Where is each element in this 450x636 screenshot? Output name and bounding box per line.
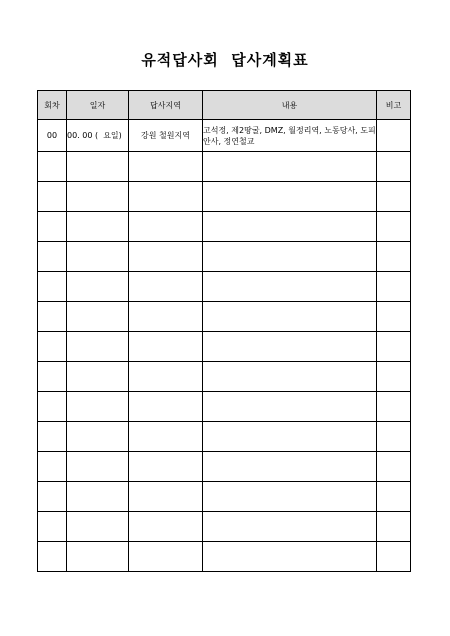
cell-date	[67, 302, 129, 332]
cell-content	[203, 542, 377, 572]
cell-date	[67, 482, 129, 512]
cell-round	[38, 542, 67, 572]
cell-date	[67, 272, 129, 302]
cell-round	[38, 362, 67, 392]
cell-note	[377, 362, 411, 392]
table-row-empty	[38, 362, 411, 392]
table-row-empty	[38, 272, 411, 302]
cell-area	[129, 332, 203, 362]
cell-note	[377, 302, 411, 332]
cell-round	[38, 392, 67, 422]
column-header-date: 일자	[67, 91, 129, 120]
cell-round	[38, 242, 67, 272]
cell-content	[203, 512, 377, 542]
table-row-empty	[38, 212, 411, 242]
cell-content	[203, 482, 377, 512]
field-trip-plan-table	[37, 90, 411, 572]
column-header-area: 답사지역	[129, 91, 203, 120]
cell-date	[67, 422, 129, 452]
cell-note	[377, 392, 411, 422]
document-title: 유적답사회 답사계획표	[141, 51, 309, 69]
cell-round: 00	[38, 120, 67, 152]
cell-content	[203, 272, 377, 302]
cell-note	[377, 332, 411, 362]
cell-area	[129, 212, 203, 242]
cell-note	[377, 182, 411, 212]
cell-content	[203, 392, 377, 422]
cell-content	[203, 152, 377, 182]
table-row-empty	[38, 542, 411, 572]
cell-content	[203, 242, 377, 272]
table-row-empty	[38, 452, 411, 482]
cell-area	[129, 272, 203, 302]
cell-round	[38, 422, 67, 452]
cell-area	[129, 482, 203, 512]
cell-round	[38, 512, 67, 542]
cell-note	[377, 120, 411, 152]
cell-content	[203, 362, 377, 392]
cell-note	[377, 212, 411, 242]
cell-note	[377, 422, 411, 452]
cell-round	[38, 482, 67, 512]
cell-date	[67, 212, 129, 242]
table-row-empty	[38, 482, 411, 512]
cell-round	[38, 152, 67, 182]
cell-content: 고석정, 제2땅굴, DMZ, 월정리역, 노동당사, 도피안사, 정연철교	[203, 120, 377, 152]
cell-content	[203, 212, 377, 242]
table-row-empty	[38, 182, 411, 212]
cell-note	[377, 272, 411, 302]
cell-round	[38, 272, 67, 302]
column-header-content: 내용	[203, 91, 377, 120]
cell-area	[129, 452, 203, 482]
cell-date	[67, 362, 129, 392]
cell-date	[67, 242, 129, 272]
cell-round	[38, 182, 67, 212]
cell-note	[377, 482, 411, 512]
cell-area	[129, 242, 203, 272]
cell-area	[129, 302, 203, 332]
table-row	[38, 120, 411, 152]
cell-area	[129, 392, 203, 422]
cell-note	[377, 452, 411, 482]
column-header-note: 비고	[377, 91, 411, 120]
table-row-empty	[38, 422, 411, 452]
cell-round	[38, 302, 67, 332]
cell-area	[129, 362, 203, 392]
cell-date	[67, 452, 129, 482]
cell-content	[203, 332, 377, 362]
cell-note	[377, 512, 411, 542]
cell-date	[67, 392, 129, 422]
cell-round	[38, 332, 67, 362]
cell-date: 00. 00 ( 요일)	[67, 120, 129, 152]
column-header-round: 회차	[38, 91, 67, 120]
table-row-empty	[38, 332, 411, 362]
cell-note	[377, 242, 411, 272]
cell-content	[203, 182, 377, 212]
cell-area	[129, 422, 203, 452]
cell-date	[67, 512, 129, 542]
cell-content	[203, 452, 377, 482]
table-row-empty	[38, 302, 411, 332]
cell-round	[38, 212, 67, 242]
cell-content	[203, 302, 377, 332]
cell-date	[67, 542, 129, 572]
cell-note	[377, 542, 411, 572]
table-row-empty	[38, 512, 411, 542]
cell-area	[129, 542, 203, 572]
cell-area	[129, 182, 203, 212]
cell-area: 강원 철원지역	[129, 120, 203, 152]
cell-date	[67, 332, 129, 362]
table-row-empty	[38, 242, 411, 272]
cell-area	[129, 512, 203, 542]
cell-note	[377, 152, 411, 182]
cell-content	[203, 422, 377, 452]
table-row-empty	[38, 392, 411, 422]
cell-round	[38, 452, 67, 482]
cell-area	[129, 152, 203, 182]
header-row	[38, 91, 411, 120]
cell-date	[67, 182, 129, 212]
table-row-empty	[38, 152, 411, 182]
cell-date	[67, 152, 129, 182]
